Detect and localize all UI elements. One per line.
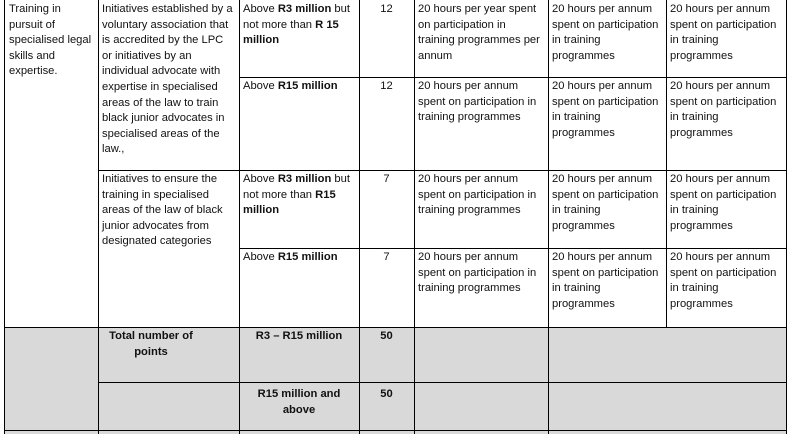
grid-line [98, 0, 99, 434]
total-bracket-text: R15 million and above [257, 388, 341, 416]
row-1-col-b [548, 0, 666, 77]
requirement-text: 20 hours per annum spent on participation in training programmes [418, 80, 537, 124]
points-value: 12 [380, 80, 393, 92]
requirement-text: 20 hours per annum spent on participation in training programmes [552, 80, 659, 139]
requirement-text: 20 hours per annum spent on participation in training programmes [552, 3, 659, 62]
grid-line [239, 77, 787, 78]
grid-line [4, 430, 787, 431]
requirement-text: 20 hours per annum spent on participation in training programmes [418, 251, 537, 295]
bracket-prefix: Above [243, 80, 278, 92]
category-text: Training in pursuit of specialised legal skills and expertise. [9, 3, 92, 78]
total-row-1-bracket [239, 327, 359, 382]
grid-line [4, 327, 787, 328]
total-label-text: Total number of points [109, 330, 193, 358]
points-value: 7 [383, 173, 390, 185]
row-4-bracket [239, 248, 359, 327]
grid-line [239, 248, 787, 249]
grid-line [98, 170, 787, 171]
row-4-col-a [414, 248, 548, 327]
initiative-2-text: Initiatives to ensure the training in specialised areas of the law of black junior advocates from designated categories [102, 173, 223, 248]
grid-line [548, 0, 549, 434]
row-4-points [359, 248, 414, 327]
row-4-col-b [548, 248, 666, 327]
row-1-col-c [666, 0, 787, 77]
total-row-2-bracket [239, 382, 359, 434]
requirement-text: 20 hours per annum spent on participation in training programmes [670, 80, 777, 139]
total-points-label [98, 327, 202, 434]
points-value: 7 [383, 251, 390, 263]
row-2-col-c [666, 77, 787, 170]
requirement-text: 20 hours per annum spent on participation in training programmes [552, 251, 659, 310]
bracket-connector: but not more than [243, 173, 350, 201]
total-points-value: 50 [380, 388, 393, 400]
category-cell [4, 0, 98, 327]
initiative-2-cell [98, 170, 239, 327]
total-row-1-points [359, 327, 414, 382]
row-3-col-b [548, 170, 666, 248]
row-3-col-c [666, 170, 787, 248]
bracket-prefix: Above [243, 3, 278, 15]
total-bracket-text: R3 – R15 million [255, 330, 343, 342]
bracket-prefix: Above [243, 173, 278, 185]
requirement-text: 20 hours per annum spent on participation in training programmes [670, 3, 777, 62]
row-2-col-a [414, 77, 548, 170]
bracket-amount-low: R15 million [277, 251, 338, 263]
bracket-prefix: Above [243, 251, 278, 263]
bracket-amount-high: R15 million [243, 188, 336, 217]
initiative-1-cell [98, 0, 239, 170]
grid-line [666, 0, 667, 327]
requirement-text: 20 hours per annum spent on participation in training programmes [670, 173, 777, 232]
requirement-text: 20 hours per year spent on participation in training programmes per annum [418, 3, 540, 62]
row-4-col-c [666, 248, 787, 327]
requirement-text: 20 hours per annum spent on participation in training programmes [552, 173, 659, 232]
grid-line [359, 0, 360, 434]
bracket-amount-low: R15 million [277, 80, 338, 92]
total-points-value: 50 [380, 330, 393, 342]
row-2-col-b [548, 77, 666, 170]
row-2-bracket [239, 77, 359, 170]
grid-line [98, 382, 787, 383]
row-3-col-a [414, 170, 548, 248]
grid-line [786, 0, 787, 434]
row-2-points [359, 77, 414, 170]
bracket-amount-low: R3 million [277, 3, 332, 15]
bracket-amount-low: R3 million [277, 173, 332, 185]
row-3-points [359, 170, 414, 248]
row-1-bracket [239, 0, 359, 77]
bracket-connector: but not more than [243, 3, 350, 31]
initiative-1-text: Initiatives established by a voluntary association that is accredited by the LPC or initiatives by an individual advocate with expertise in specialised areas of the law to train black junior advocates in specialised areas of the law., [102, 3, 233, 156]
grid-line [414, 0, 415, 434]
grid-line [239, 0, 240, 434]
requirement-text: 20 hours per annum spent on participation in training programmes [418, 173, 537, 217]
points-value: 12 [380, 3, 393, 15]
row-1-col-a [414, 0, 548, 77]
row-3-bracket [239, 170, 359, 248]
total-row-2-points [359, 382, 414, 434]
requirement-text: 20 hours per annum spent on participation in training programmes [670, 251, 777, 310]
bracket-amount-high: R 15 million [243, 18, 339, 47]
grid-line [4, 0, 5, 434]
row-1-points [359, 0, 414, 77]
